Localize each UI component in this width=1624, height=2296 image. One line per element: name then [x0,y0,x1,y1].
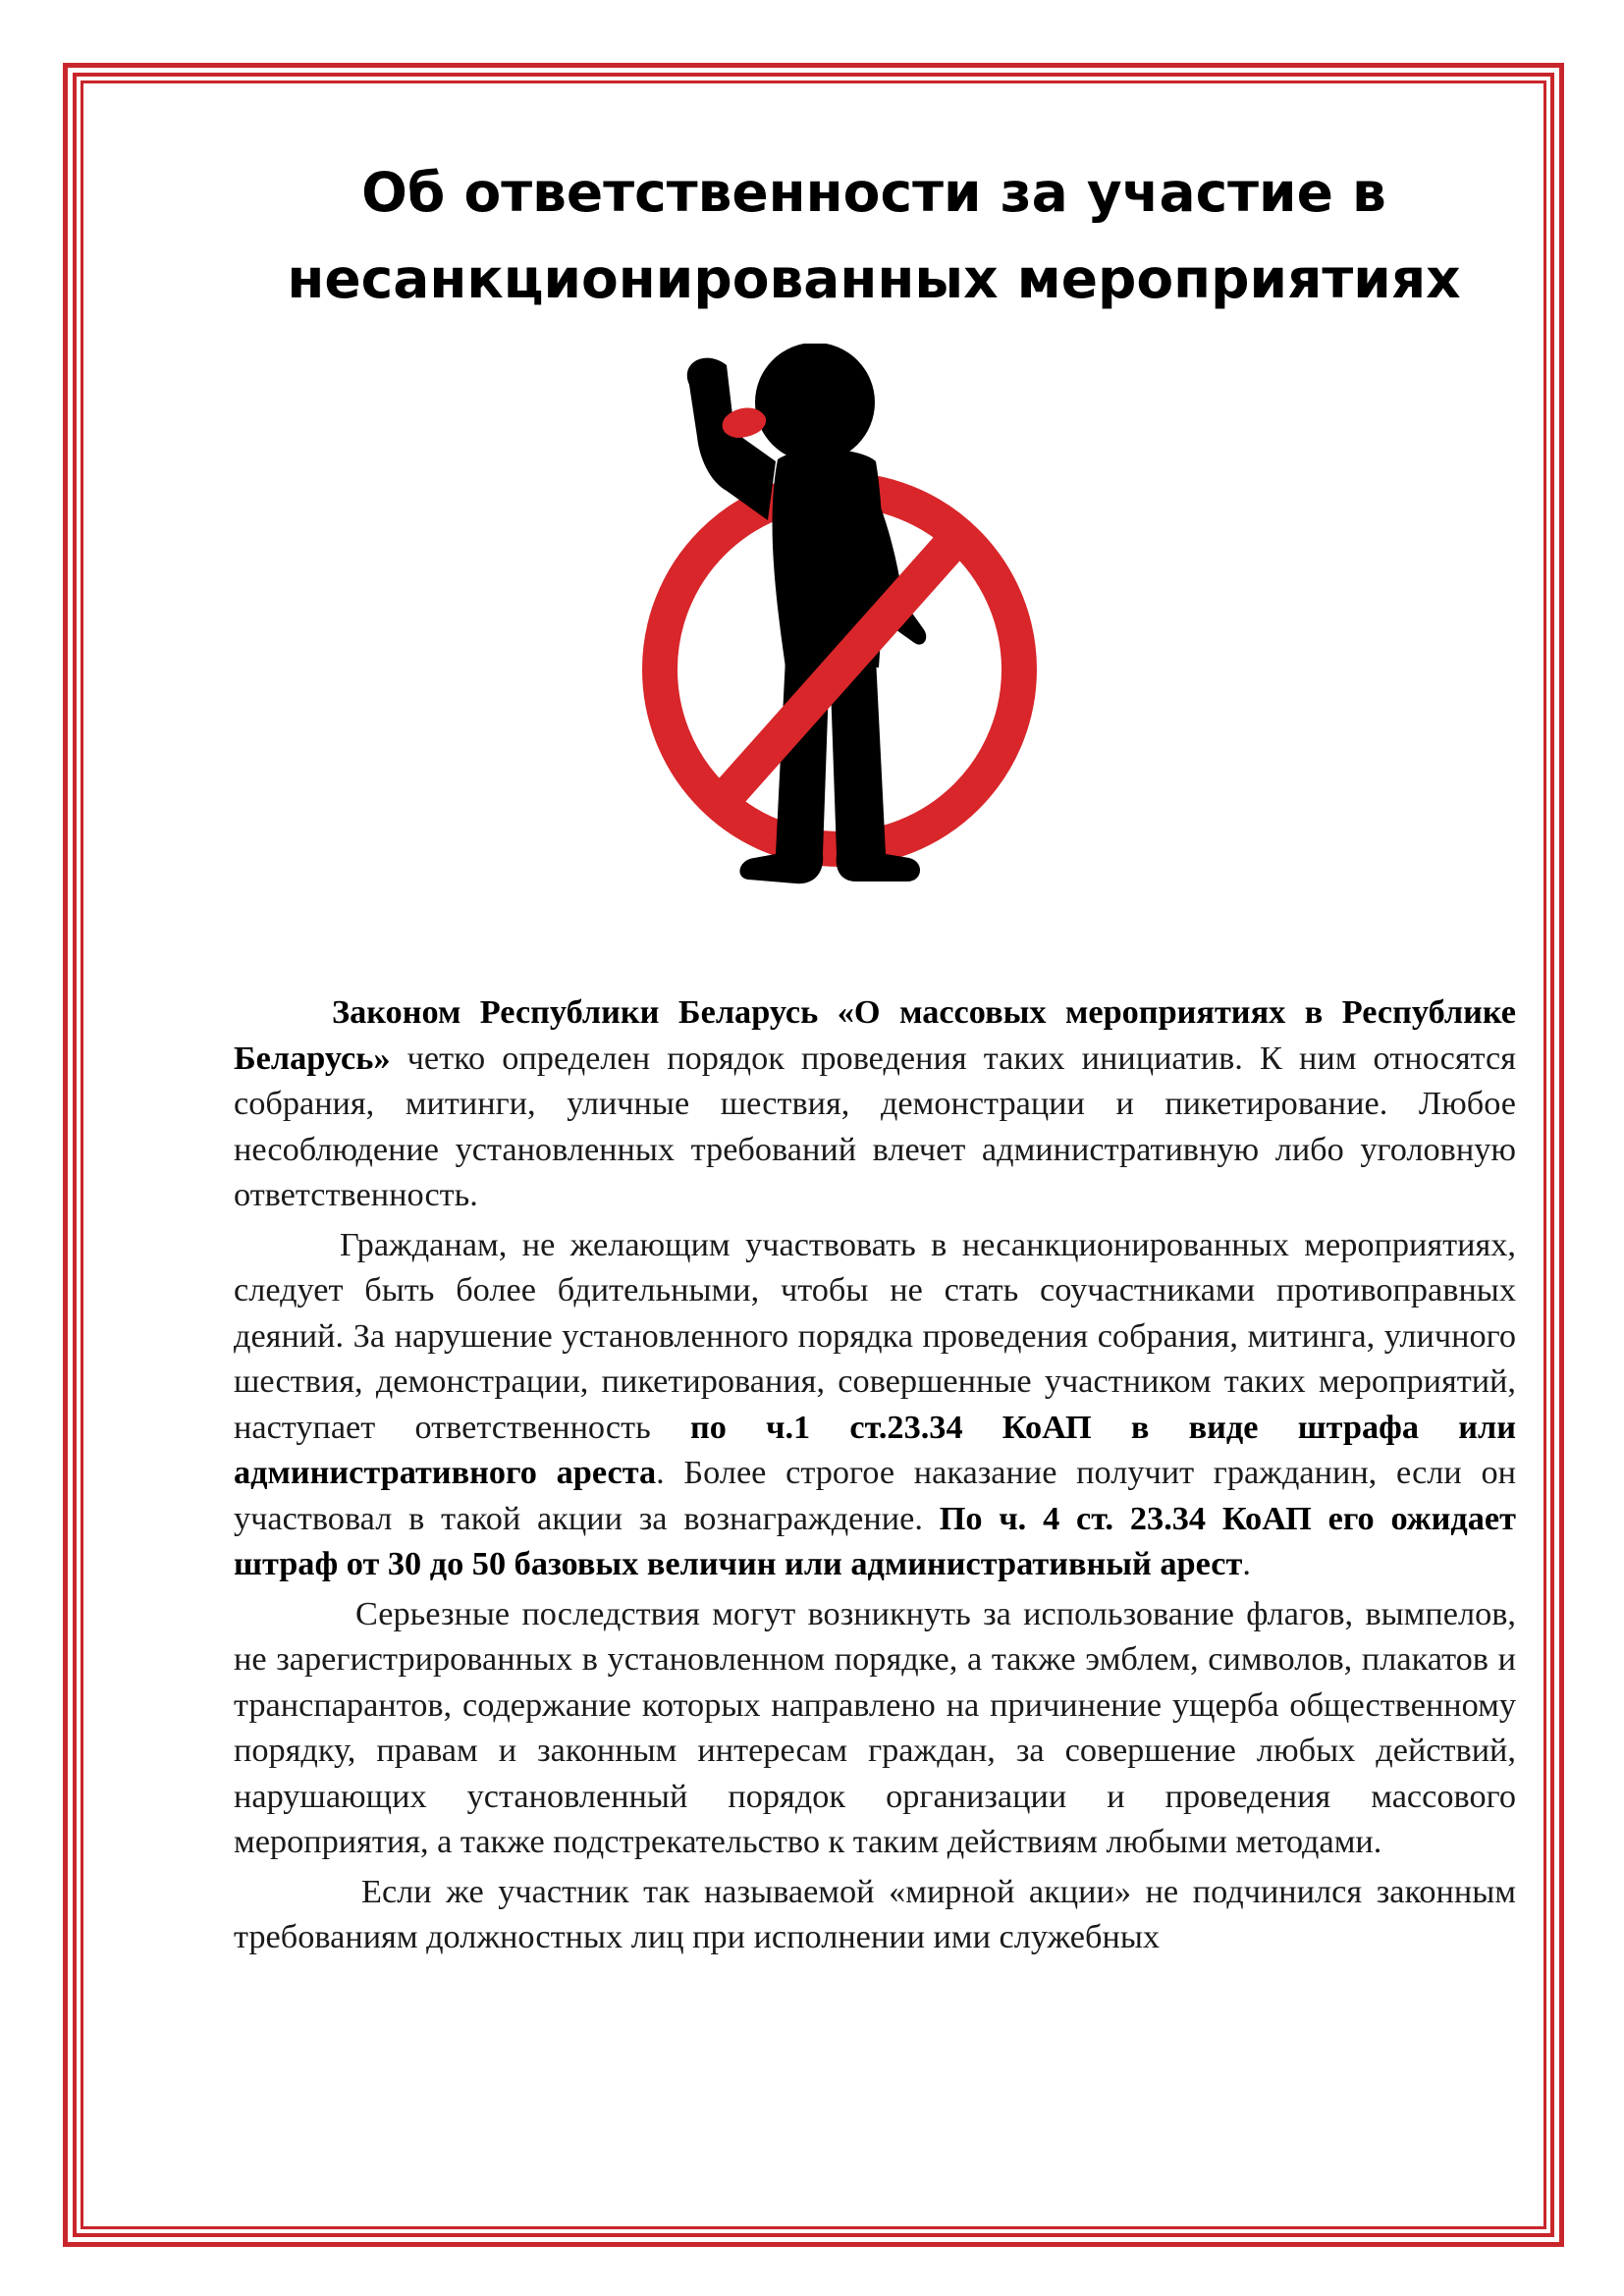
paragraph-4-text: Если же участник так называемой «мирной акции» не подчинился законным требованиям должностных лиц при исполнении ими служебных [234,1872,1516,1955]
paragraph-3 [234,1591,1516,1865]
paragraph-2-text-a: Гражданам, не желающим участвовать в несанкционированных мероприятиях, следует быть более бдительными, чтобы не стать соучастниками противоправных деяний. За нарушение установленного порядка проведения собрания, митинга, уличного шествия, демонстрации, пикетирования, совершенные участником таких мероприятий, наступает ответственность [234,1225,1516,1446]
article-body [234,989,1516,1964]
paragraph-1 [234,989,1516,1218]
page-title [196,149,1551,322]
law-name: Законом Республики Беларусь «О массовых мероприятиях в Республике Беларусь» [234,993,1516,1077]
paragraph-2-text-b: . Более строгое наказание получит гражданин, если он участвовал в такой акции за вознаграждение. [234,1454,1516,1537]
paragraph-3-text: Серьезные последствия могут возникнуть за использование флагов, вымпелов, не зарегистрированных в установленном порядке, а также эмблем, символов, плакатов и транспарантов, содержание которых направлено на причинение ущерба общественному порядку, правам и законным интересам граждан, за совершение любых действий, нарушающих установленный порядок организации и проведения массового мероприятия, а также подстрекательство к таким действиям любыми методами. [234,1594,1516,1860]
paragraph-1-text: четко определен порядок проведения таких инициатив. К ним относятся собрания, митинги, уличные шествия, демонстрации и пикетирование. Любое несоблюдение установленных требований влечет административную либо уголовную ответственность. [234,1039,1516,1213]
article-23-34-part-4: По ч. 4 ст. 23.34 КоАП его ожидает штраф от 30 до 50 базовых величин или административный арест [234,1499,1516,1582]
paragraph-2-text-c: . [1242,1545,1251,1582]
title-line-2: несанкционированных мероприятиях [287,247,1461,310]
paragraph-2 [234,1222,1516,1587]
title-line-1: Об ответственности за участие в [361,161,1386,224]
paragraph-4 [234,1869,1516,1960]
prohibited-person-icon [628,344,1051,893]
article-23-34-part-1: по ч.1 ст.23.34 КоАП в виде штрафа или административного ареста [234,1408,1516,1491]
